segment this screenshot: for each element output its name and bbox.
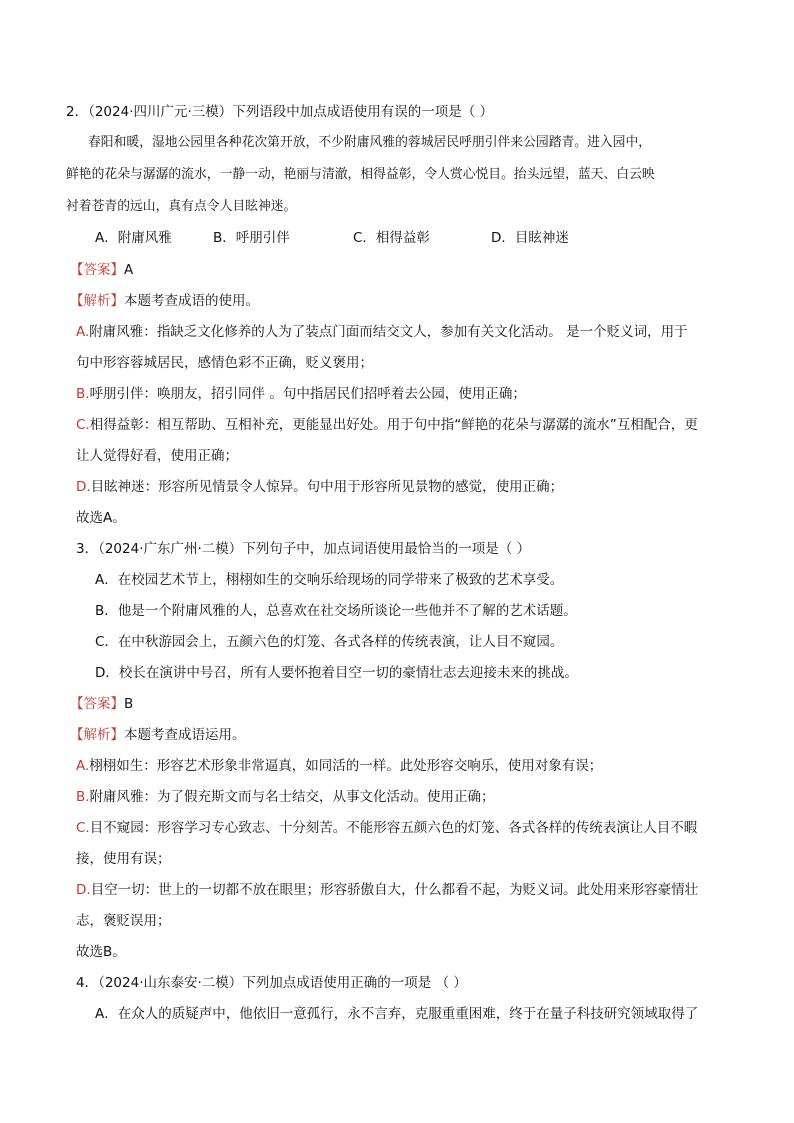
q4-option-a: A．在众人的质疑声中，他依旧一意孤行，永不言弃，克服重重困难，终于在量子科技研究领域取得了 [95,1006,699,1022]
q2-answer [70,260,133,280]
q2-option-c: C．相得益彰 [353,230,430,246]
q2-explain-a [76,322,688,342]
answer-value: B [124,696,134,712]
q3-option-b: B．他是一个附庸风雅的人，总喜欢在社交场所谈论一些他并不了解的艺术话题。 [95,603,577,619]
q4-stem: 4．（2024·山东泰安·二模）下列加点成语使用正确的一项是 （ ） [76,975,467,991]
q2-option-b: B．呼朋引伴 [213,230,290,246]
explain-prefix: A. [76,324,90,340]
analysis-tag: 【解析】 [70,727,124,743]
q2-explain-c [76,415,698,435]
explain-text: 附庸风雅：指缺乏文化修养的人为了装点门面而结交文人，参加有关文化活动。 是一个贬义词，用于 [89,324,688,340]
analysis-text: 本题考查成语的使用。 [124,293,259,309]
q3-explain-c [76,818,697,838]
explain-text: 志，褒贬误用； [76,913,171,929]
explain-prefix: B. [76,386,90,402]
explain-text: 附庸风雅：为了假充斯文而与名士结交，从事文化活动。使用正确； [89,789,495,805]
explain-prefix: C. [76,417,90,433]
q2-conclusion: 故选A。 [76,510,126,526]
q2-option-a: A．附庸风雅 [95,230,172,246]
q3-explain-c-cont [76,849,171,869]
explain-text: 栩栩如生：形容艺术形象非常逼真，如同活的一样。此处形容交响乐，使用对象有误； [89,758,603,774]
q2-passage-line-3: 衬着苍青的远山，真有点令人目眩神迷。 [66,199,297,214]
answer-tag: 【答案】 [70,696,124,712]
explain-prefix: B. [76,789,90,805]
q3-option-c: C．在中秋游园会上，五颜六色的灯笼、各式各样的传统表演，让人目不窥园。 [95,634,564,650]
q3-conclusion: 故选B。 [76,944,126,960]
q2-passage-line-1: 春阳和暖，湿地公园里各种花次第开放，不少附庸风雅的蓉城居民呼朋引伴来公园踏青。进入园中， [88,135,652,150]
analysis-text: 本题考查成语运用。 [124,727,246,743]
q3-option-a: A．在校园艺术节上，栩栩如生的交响乐给现场的同学带来了极致的艺术享受。 [95,572,564,588]
q3-analysis [70,725,246,745]
q2-passage-line-2: 鲜艳的花朵与潺潺的流水，一静一动，艳丽与清澈，相得益彰，令人赏心悦目。抬头远望，蓝天、白云映 [66,167,655,182]
explain-prefix: D. [76,479,91,495]
explain-text: 呼朋引伴：唤朋友，招引同伴 。句中指居民们招呼着去公园，使用正确； [89,386,526,402]
explain-text: 目眩神迷：形容所见情景令人惊异。句中用于形容所见景物的感觉，使用正确； [90,479,564,495]
q3-explain-d-cont [76,911,171,931]
q2-explain-b [76,384,526,404]
q3-option-d: D．校长在演讲中号召，所有人要怀抱着目空一切的豪情壮志去迎接未来的挑战。 [95,665,578,681]
q2-analysis [70,291,259,311]
explain-text: 接，使用有误； [76,851,171,867]
q3-stem: 3．（2024·广东广州·二模）下列句子中，加点词语使用最恰当的一项是（ ） [76,541,531,557]
q3-explain-d [76,880,698,900]
explain-text: 句中形容蓉城居民，感情色彩不正确，贬义褒用； [76,355,373,371]
answer-value: A [124,262,134,278]
q2-stem: 2．（2024·四川广元·三模）下列语段中加点成语使用有误的一项是（ ） [66,104,494,120]
q2-explain-d [76,477,563,497]
explain-prefix: D. [76,882,91,898]
explain-text: 让人觉得好看，使用正确； [76,448,238,464]
answer-tag: 【答案】 [70,262,124,278]
explain-text: 目空一切：世上的一切都不放在眼里；形容骄傲自大，什么都看不起，为贬义词。此处用来形容豪情壮 [90,882,699,898]
q3-explain-a [76,756,602,776]
explain-text: 目不窥园：形容学习专心致志、十分刻苦。不能形容五颜六色的灯笼、各式各样的传统表演让人目不暇 [89,820,698,836]
explain-text: 相得益彰：相互帮助、互相补充，更能显出好处。用于句中指“鲜艳的花朵与潺潺的流水”互相配合，更 [89,417,698,433]
q2-explain-c-cont [76,446,238,466]
q3-explain-b [76,787,495,807]
analysis-tag: 【解析】 [70,293,124,309]
explain-prefix: C. [76,820,90,836]
explain-prefix: A. [76,758,90,774]
q3-answer [70,694,133,714]
q2-explain-a-cont [76,353,373,373]
q2-option-d: D．目眩神迷 [491,230,569,246]
